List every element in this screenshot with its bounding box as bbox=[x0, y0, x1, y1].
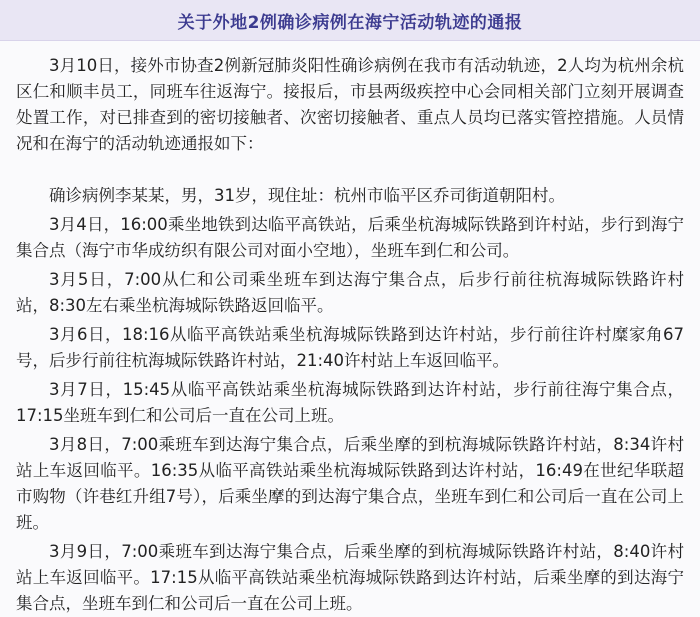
itinerary-entry: 3月5日，7:00从仁和公司乘坐班车到达海宁集合点，后步行前往杭海城际铁路许村站，8:30左右乘坐杭海城际铁路返回临平。 bbox=[16, 270, 684, 315]
itinerary-entry: 3月9日，7:00乘班车到达海宁集合点，后乘坐摩的到杭海城际铁路许村站，8:40许村站上车返回临平。17:15从临平高铁站乘坐杭海城际铁路到达许村站，后乘坐摩的到达海宁集合点，坐班车到仁和公司后一直在公司上班。 bbox=[16, 542, 684, 613]
intro-paragraph: 3月10日，接外市协查2例新冠肺炎阳性确诊病例在我市有活动轨迹，2人均为杭州余杭区仁和顺丰员工，同班车往返海宁。接报后，市县两级疾控中心会同相关部门立刻开展调查处置工作，对已排查到的密切接触者、次密切接触者、重点人员均已落实管控措施。人员情况和在海宁的活动轨迹通报如下： bbox=[16, 56, 684, 153]
itinerary-entry: 3月7日，15:45从临平高铁站乘坐杭海城际铁路到达许村站，步行前往海宁集合点，17:15坐班车到仁和公司后一直在公司上班。 bbox=[16, 380, 684, 425]
itinerary-entry: 3月6日，18:16从临平高铁站乘坐杭海城际铁路到达许村站，步行前往许村糜家角67号，后步行前往杭海城际铁路许村站，21:40许村站上车返回临平。 bbox=[16, 325, 684, 370]
itinerary-entry: 3月4日，16:00乘坐地铁到达临平高铁站，后乘坐杭海城际铁路到许村站，步行到海宁集合点（海宁市华成纺织有限公司对面小空地），坐班车到仁和公司。 bbox=[16, 215, 684, 260]
case-info: 确诊病例李某某，男，31岁，现住址：杭州市临平区乔司街道朝阳村。 bbox=[49, 186, 565, 205]
article-title: 关于外地2例确诊病例在海宁活动轨迹的通报 bbox=[177, 12, 523, 33]
article-body bbox=[0, 41, 700, 617]
title-bar bbox=[0, 0, 700, 41]
itinerary-entry: 3月8日，7:00乘班车到达海宁集合点，后乘坐摩的到杭海城际铁路许村站，8:34许村站上车返回临平。16:35从临平高铁站乘坐杭海城际铁路到达许村站，16:49在世纪华联超市购物（许巷红升组7号），后乘坐摩的到达海宁集合点，坐班车到仁和公司后一直在公司上班。 bbox=[16, 435, 684, 532]
